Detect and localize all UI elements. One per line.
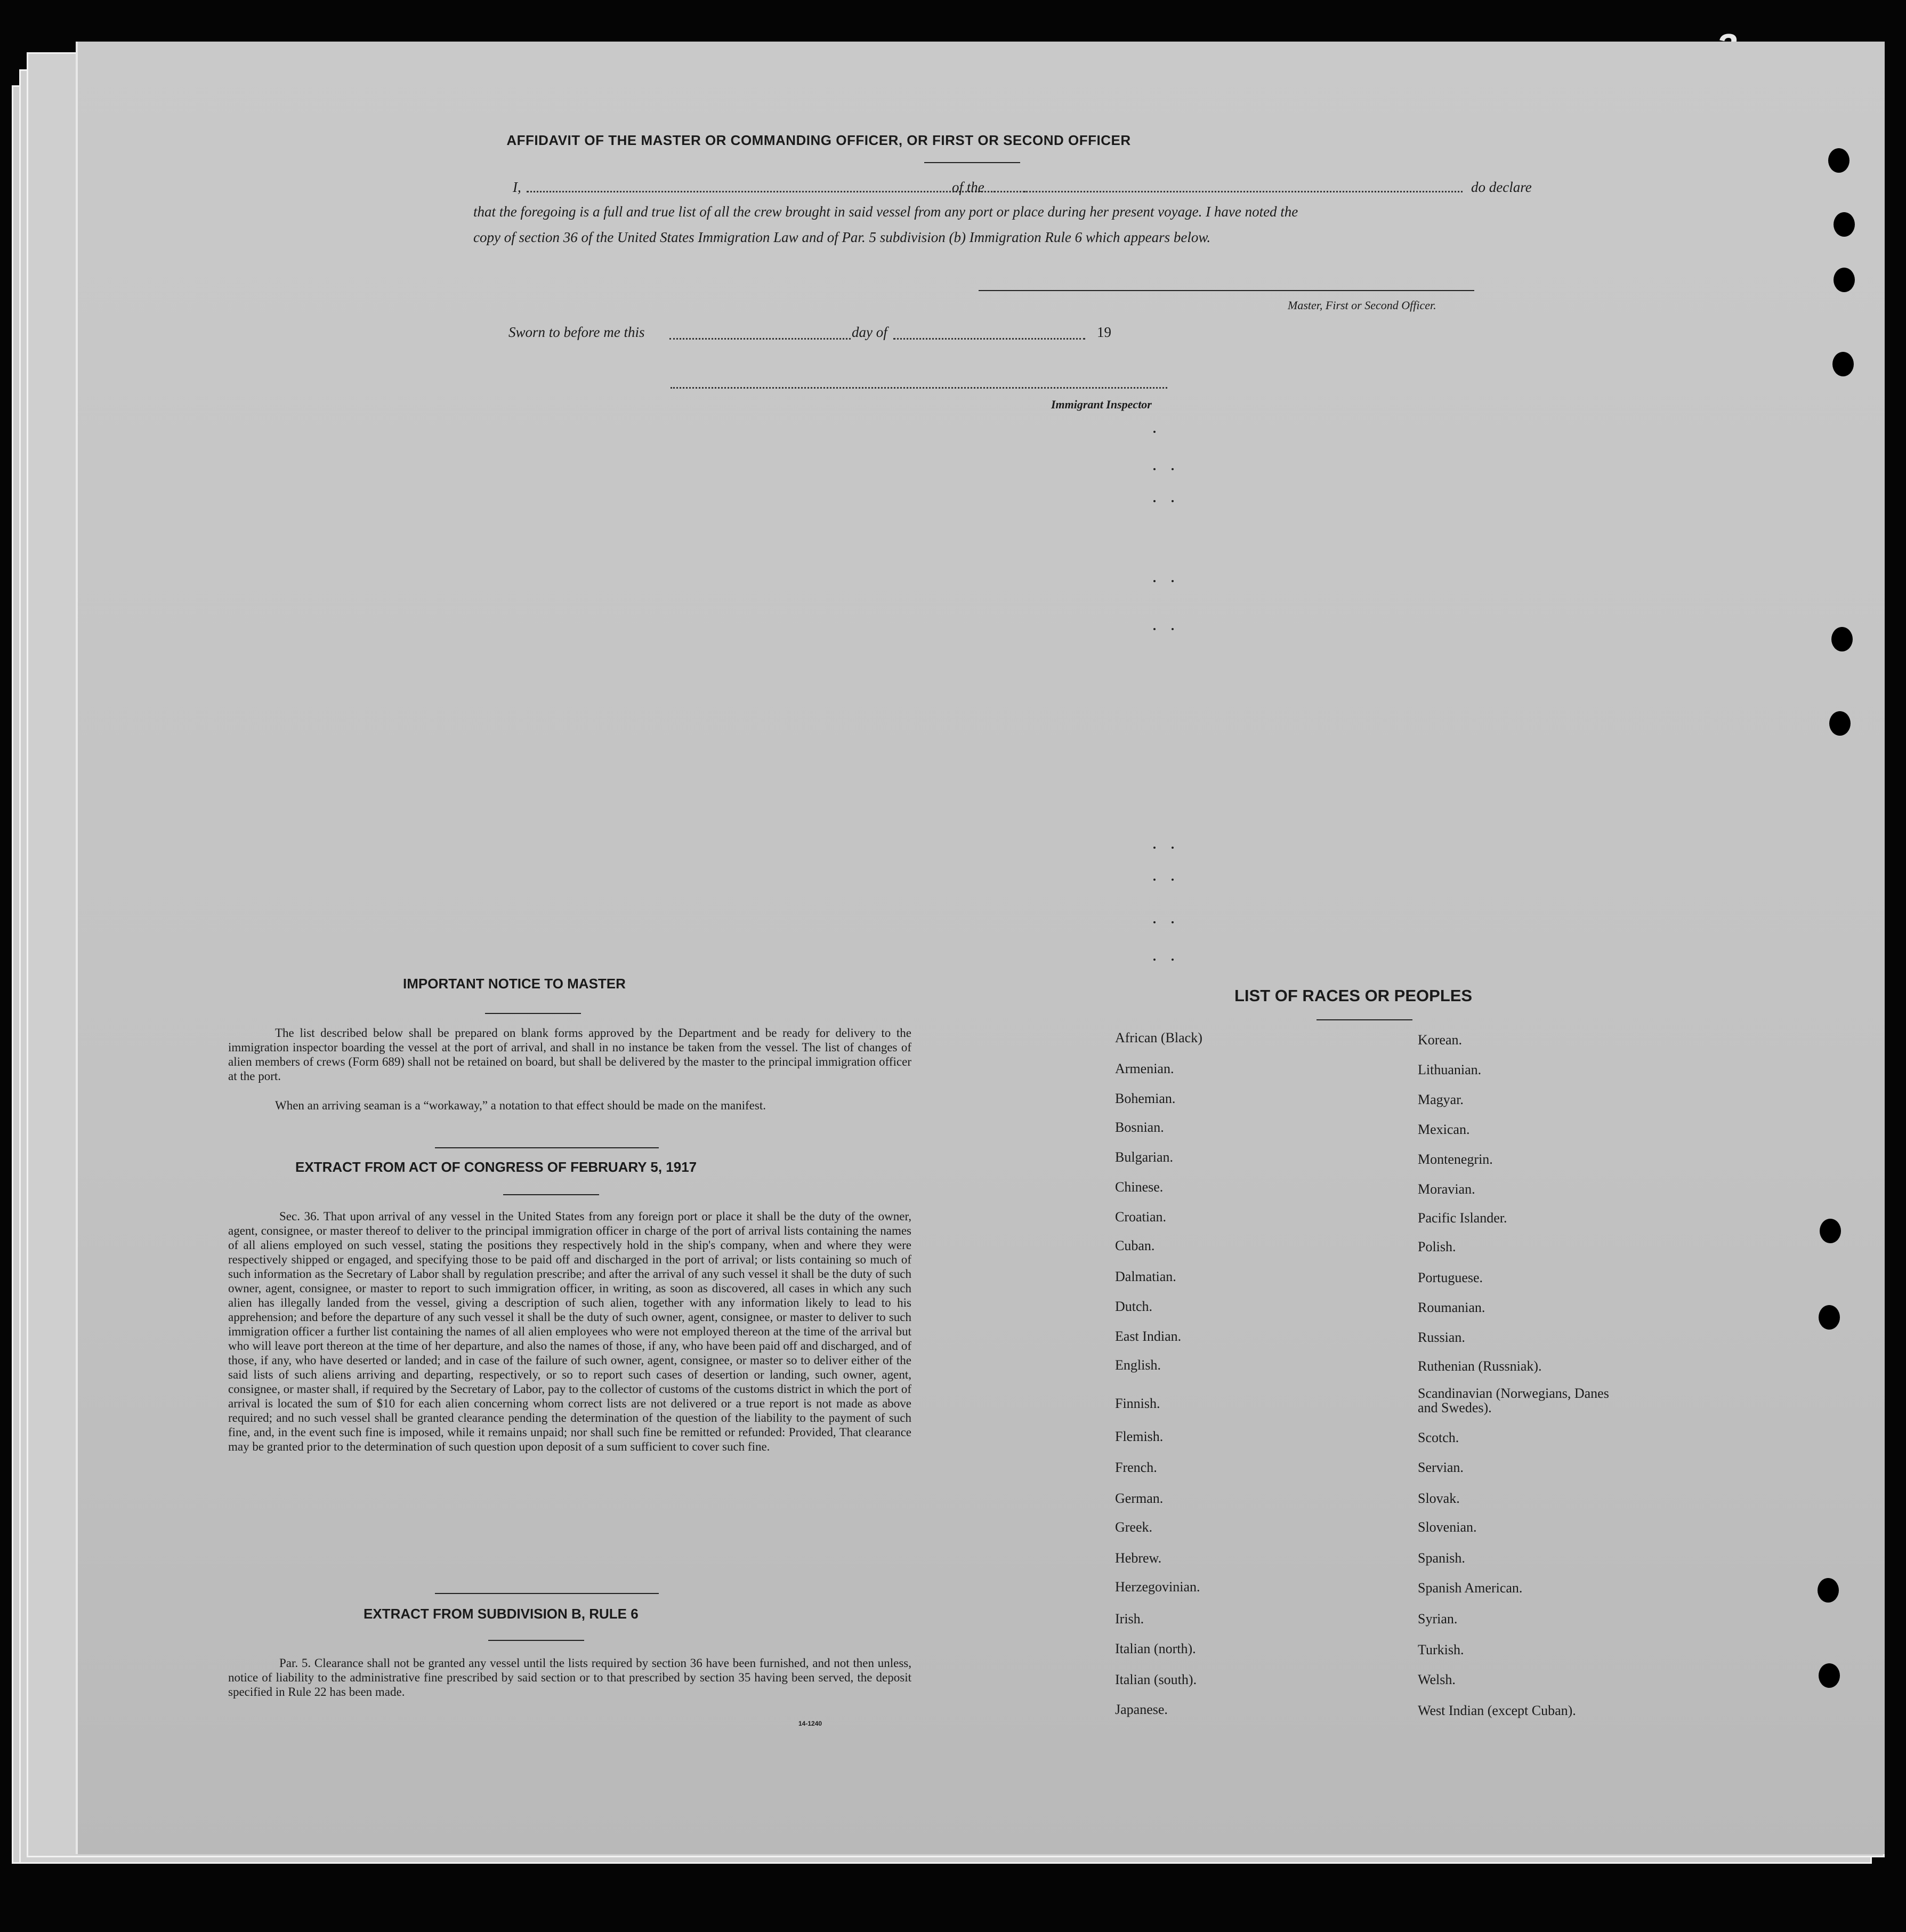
extract-rule-title: EXTRACT FROM SUBDIVISION B, RULE 6 [364,1606,639,1622]
race-left-item: Italian (south). [1115,1672,1197,1687]
notice-paragraph-1: The list described below shall be prepared on blank forms approved by the Department and be ready for delivery to the immigration inspector boarding the vessel at the port of arrival, and shall in no instance be taken from the vessel. The list of changes of alien members of crews (Form 689) shall not be retained on board, but shall be delivered by the master to the principal immigration officer at the port. [228,1026,911,1083]
affidavit-do-declare: do declare [1471,179,1532,195]
punch-hole [1834,268,1855,292]
master-signature-line[interactable] [979,290,1474,291]
extract-act-body: Sec. 36. That upon arrival of any vessel in the United States from any foreign port or place it shall be the duty of the owner, agent, consignee, or master thereof to deliver to the principal immigration officer in charge of the port of arrival lists containing the names of all aliens employed on such vessel, stating the positions they respectively hold in the ship's company, when and where they were respectively shipped or engaged, and specifying those to be paid off and discharged in the port of arrival; or lists containing so much of such information as the Secretary of Labor shall by regulation prescribe; and after the arrival of any such vessel it shall be the duty of such owner, agent, consignee, or master to report to such immigration officer, in writing, as soon as discovered, all cases in which any such alien has illegally landed from the vessel, giving a description of such alien, together with any information likely to lead to his apprehension; and before the departure of any such vessel it shall be the duty of such owner, agent, consignee, or master to deliver to such immigration officer a further list containing the names of all alien employees who were not employed thereon at the time of the arrival but who will leave port thereon at the time of her departure, and also the names of those, if any, who have been paid off and discharged, and of those, if any, who have deserted or landed; and in case of the failure of such owner, agent, consignee, or master so to deliver either of the said lists of such aliens arriving and departing, respectively, or so to report such cases of desertion or landing, such owner, agent, consignee, or master shall, if required by the Secretary of Labor, pay to the collector of customs of the customs district in which the port of arrival is located the sum of $10 for each alien concerning whom correct lists are not delivered or a true report is not made as above required; and no such vessel shall be granted clearance pending the determination of the question of the liability to the payment of such fine, and, in the event such fine is imposed, while it remains unpaid; nor shall such fine be remitted or refunded: Provided, That clearance may be granted prior to the determination of such question upon deposit of a sum sufficient to cover such fine. [228,1210,911,1453]
officer-name-blank[interactable] [527,191,1025,192]
race-left-item: Italian (north). [1115,1641,1196,1656]
race-left-item: Finnish. [1115,1396,1160,1411]
speck [1153,959,1156,961]
inspector-caption: Immigrant Inspector [1051,398,1152,411]
punch-hole [1818,1578,1839,1603]
race-left-item: Chinese. [1115,1179,1164,1195]
races-rule [1317,1019,1412,1020]
speck [1172,468,1174,470]
race-left-item: Dutch. [1115,1299,1153,1314]
race-right-item: Servian. [1418,1460,1464,1475]
heading-rule [924,162,1020,163]
race-right-item: Syrian. [1418,1611,1458,1627]
race-right-item: Spanish American. [1418,1580,1523,1596]
race-right-item: Portuguese. [1418,1270,1483,1285]
race-left-item: Croatian. [1115,1209,1167,1225]
speck [1172,500,1174,502]
race-right-item: Slovak. [1418,1491,1460,1506]
sworn-month-blank[interactable] [893,338,1085,340]
race-left-item: German. [1115,1491,1164,1506]
form-page [76,42,1885,1854]
extract-rule-rule [488,1640,584,1641]
affidavit-heading: AFFIDAVIT OF THE MASTER OR COMMANDING OFFICER, OR FIRST OR SECOND OFFICER [506,132,1131,148]
race-right-item: Moravian. [1418,1181,1475,1197]
race-left-item: French. [1115,1460,1157,1475]
race-left-item: Japanese. [1115,1702,1168,1717]
day-of-label: day of [852,324,887,340]
speck [1172,921,1174,923]
race-right-item: Montenegrin. [1418,1152,1493,1167]
race-right-item: Spanish. [1418,1550,1465,1566]
speck [1153,847,1156,849]
notice-paragraph-2: When an arriving seaman is a “workaway,” a notation to that effect should be made on the manifest. [275,1099,766,1112]
speck [1153,500,1156,502]
race-left-item: Flemish. [1115,1429,1164,1444]
race-left-item: Herzegovinian. [1115,1579,1200,1595]
punch-hole [1831,627,1853,651]
speck [1153,921,1156,923]
form-number: 14-1240 [798,1720,822,1727]
speck [1172,879,1174,881]
sworn-label: Sworn to before me this [508,324,645,340]
punch-hole [1829,711,1851,736]
speck [1153,580,1156,582]
punch-hole [1819,1305,1840,1330]
punch-hole [1834,212,1855,237]
punch-hole [1819,1663,1840,1688]
extract-act-rule [503,1194,599,1195]
race-left-item: Bulgarian. [1115,1149,1174,1165]
race-left-item: Bohemian. [1115,1091,1176,1106]
race-left-item: African (Black) [1115,1030,1202,1045]
speck [1153,468,1156,470]
speck [1172,847,1174,849]
race-left-item: Dalmatian. [1115,1269,1176,1284]
race-right-item: Welsh. [1418,1672,1456,1687]
race-right-item: Slovenian. [1418,1519,1477,1535]
speck [1153,628,1156,630]
race-right-item: Roumanian. [1418,1300,1485,1315]
race-right-item: Korean. [1418,1032,1463,1048]
race-left-item: Hebrew. [1115,1550,1162,1566]
race-right-item: Scotch. [1418,1430,1459,1445]
race-right-item: West Indian (except Cuban). [1418,1703,1576,1718]
race-left-item: Cuban. [1115,1238,1155,1253]
extract-act-title: EXTRACT FROM ACT OF CONGRESS OF FEBRUARY 5, 1917 [295,1159,697,1175]
punch-hole [1828,148,1850,173]
separator-rule [435,1147,659,1148]
race-right-item: Turkish. [1418,1642,1464,1657]
vessel-name-blank[interactable] [994,191,1463,192]
notice-rule [485,1013,581,1014]
separator-rule [435,1593,659,1594]
race-left-item: Armenian. [1115,1061,1174,1076]
race-left-item: Greek. [1115,1519,1153,1535]
race-right-item: Scandinavian (Norwegians, Danes and Swedes). [1418,1386,1609,1415]
race-right-item: Ruthenian (Russniak). [1418,1358,1542,1374]
race-left-item: Irish. [1115,1611,1144,1627]
race-right-item: Polish. [1418,1239,1456,1254]
race-left-item: English. [1115,1357,1161,1373]
speck [1172,628,1174,630]
speck [1172,580,1174,582]
affidavit-i-label: I, [513,179,521,195]
race-right-item: Magyar. [1418,1092,1464,1107]
speck [1153,879,1156,881]
notice-title: IMPORTANT NOTICE TO MASTER [403,976,626,992]
affidavit-statement-line2: that the foregoing is a full and true list of all the crew brought in said vessel from any port or place during her present voyage. I have noted the [473,204,1298,220]
races-title: LIST OF RACES OR PEOPLES [1234,986,1473,1005]
affidavit-statement-line3: copy of section 36 of the United States Immigration Law and of Par. 5 subdivision (b) Immigration Rule 6 which appears below. [473,229,1211,245]
affidavit-of-the-label: of the [952,179,984,195]
sworn-day-blank[interactable] [669,338,851,340]
race-left-item: Bosnian. [1115,1120,1164,1135]
punch-hole [1820,1219,1841,1243]
race-right-item: Mexican. [1418,1122,1470,1137]
master-signature-caption: Master, First or Second Officer. [1288,299,1436,312]
race-right-item: Russian. [1418,1330,1465,1345]
speck [1172,959,1174,961]
race-right-item: Pacific Islander. [1418,1210,1507,1226]
punch-hole [1832,352,1854,376]
race-right-item: Lithuanian. [1418,1062,1482,1077]
inspector-signature-line[interactable] [671,387,1167,389]
speck [1153,431,1156,433]
race-left-item: East Indian. [1115,1329,1182,1344]
year-prefix: 19 [1097,324,1111,340]
extract-rule-body: Par. 5. Clearance shall not be granted any vessel until the lists required by section 36 have been furnished, and not then unless, notice of liability to the administrative fine prescribed by said section or to that prescribed by section 35 having been served, the deposit specified in Rule 22 has been made. [228,1656,911,1698]
